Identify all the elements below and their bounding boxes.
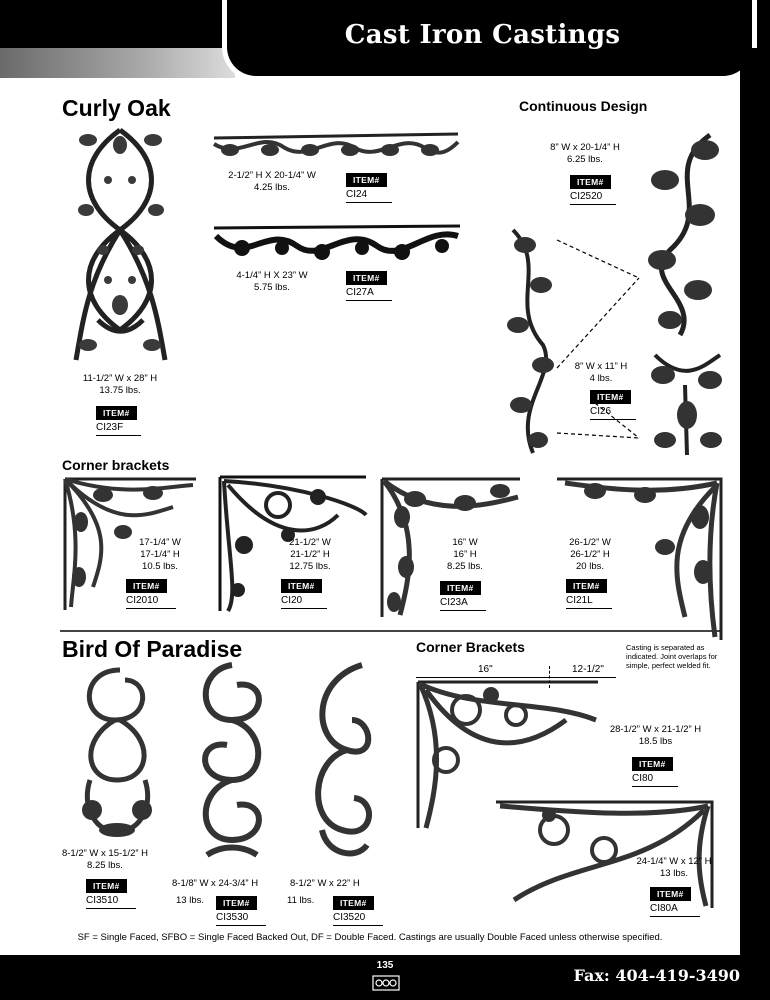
- spec-width: 17-1/4” W: [139, 537, 181, 548]
- item-badge: ITEM#: [632, 757, 673, 771]
- item-badge: ITEM#: [216, 896, 257, 910]
- ci24-strip-image: [210, 130, 462, 165]
- item-code: CI20: [281, 594, 327, 609]
- spec-ci3520-weight: 11 lbs.: [287, 895, 315, 906]
- spec-ci80a: [628, 856, 720, 880]
- continuous-long-vine-image: [503, 225, 558, 457]
- item-badge: ITEM#: [346, 173, 387, 187]
- ci27a-strip-image: [212, 222, 462, 267]
- item-badge: ITEM#: [566, 579, 607, 593]
- item-ci3510: [86, 876, 136, 909]
- item-badge: ITEM#: [281, 579, 322, 593]
- item-code: CI23F: [96, 421, 141, 436]
- item-code: CI2010: [126, 594, 176, 609]
- spec-ci3530-weight: 13 lbs.: [176, 895, 204, 906]
- footnote: SF = Single Faced, SFBO = Single Faced Backed Out, DF = Double Faced. Castings are usually Double Faced unless otherwise specified.: [77, 932, 663, 943]
- spec-height: 16” H: [453, 549, 477, 560]
- ci3530-panel-image: [192, 660, 272, 870]
- casting-note: Casting is separated as indicated. Joint overlaps for simple, perfect welded fit.: [626, 643, 718, 670]
- ci26-vine-image: [645, 345, 730, 465]
- item-ci80: [632, 754, 678, 787]
- spec-dims: 2-1/2” H X 20-1/4” W: [228, 170, 316, 181]
- spec-weight: 20 lbs.: [576, 561, 604, 572]
- item-code: CI3520: [333, 911, 383, 926]
- spec-ci24: [212, 170, 332, 194]
- spec-ci3510: [50, 848, 160, 872]
- ci3510-panel-image: [70, 660, 165, 840]
- item-ci23f: [96, 403, 141, 436]
- spec-weight: 10.5 lbs.: [142, 561, 178, 572]
- right-edge-strip: [740, 48, 770, 955]
- item-badge: ITEM#: [570, 175, 611, 189]
- spec-weight: 12.75 lbs.: [289, 561, 331, 572]
- item-badge: ITEM#: [346, 271, 387, 285]
- item-ci3520: [333, 893, 383, 926]
- spec-ci20: [270, 537, 350, 573]
- spec-dims: 8-1/2” W x 15-1/2” H: [61, 848, 149, 859]
- item-ci21l: [566, 576, 612, 609]
- item-ci26: [590, 387, 636, 420]
- spec-height: 17-1/4” H: [140, 549, 180, 560]
- spec-weight: 5.75 lbs.: [254, 282, 290, 293]
- section-title-curly-oak: Curly Oak: [62, 95, 171, 121]
- item-code: CI24: [346, 188, 392, 203]
- item-ci23a: [440, 578, 486, 611]
- bracket-dimension-line: [416, 677, 616, 678]
- spec-ci26: [566, 361, 636, 385]
- continuous-vine-image: [640, 130, 725, 340]
- spec-ci3530: [172, 878, 282, 890]
- spec-dims: 8” W x 11” H: [574, 361, 628, 372]
- spec-weight: 18.5 lbs: [638, 736, 673, 747]
- item-badge: ITEM#: [126, 579, 167, 593]
- spec-ci27a: [212, 270, 332, 294]
- spec-width: 21-1/2” W: [289, 537, 331, 548]
- spec-weight: 8.25 lbs.: [87, 860, 123, 871]
- spec-width: 16” W: [452, 537, 478, 548]
- spec-ci23f: [55, 373, 185, 397]
- footer-ornament-icon: [372, 975, 400, 991]
- curly-oak-panel-image: [68, 120, 173, 365]
- spec-weight: 6.25 lbs.: [567, 154, 603, 165]
- item-code: CI3530: [216, 911, 266, 926]
- item-code: CI80A: [650, 902, 700, 917]
- ci3520-panel-image: [302, 660, 380, 870]
- spec-dims: 8-1/2” W x 22” H: [290, 878, 360, 889]
- spec-weight: 13.75 lbs.: [99, 385, 141, 396]
- item-badge: ITEM#: [650, 887, 691, 901]
- page-title: Cast Iron Castings: [344, 20, 621, 50]
- spec-weight: 4.25 lbs.: [254, 182, 290, 193]
- item-code: CI26: [590, 405, 636, 420]
- item-ci2010: [126, 576, 176, 609]
- spec-weight: 8.25 lbs.: [447, 561, 483, 572]
- header-gradient-strip: [0, 48, 235, 78]
- item-code: CI2520: [570, 190, 616, 205]
- section-title-corner-brackets: Corner brackets: [62, 457, 170, 473]
- spec-height: 26-1/2” H: [570, 549, 610, 560]
- item-badge: ITEM#: [590, 390, 631, 404]
- footer-fax: Fax: 404-419-3490: [573, 966, 740, 985]
- item-badge: ITEM#: [86, 879, 127, 893]
- spec-ci2010: [120, 537, 200, 573]
- spec-height: 21-1/2” H: [290, 549, 330, 560]
- section-title-continuous-design: Continuous Design: [519, 98, 648, 114]
- item-code: CI23A: [440, 596, 486, 611]
- item-ci27a: [346, 268, 392, 301]
- spec-dims: 8-1/8” W x 24-3/4” H: [172, 878, 259, 889]
- item-ci20: [281, 576, 327, 609]
- item-ci80a: [650, 884, 700, 917]
- spec-dims: 11-1/2” W x 28” H: [82, 373, 158, 384]
- section-title-corner-brackets-2: Corner Brackets: [416, 639, 525, 655]
- item-badge: ITEM#: [96, 406, 137, 420]
- item-badge: ITEM#: [440, 581, 481, 595]
- spec-ci2520: [530, 142, 640, 166]
- item-code: CI27A: [346, 286, 392, 301]
- spec-weight: 4 lbs.: [589, 373, 613, 384]
- item-ci2520: [570, 172, 616, 205]
- bracket-split-marker: [549, 666, 550, 688]
- spec-ci23a: [425, 537, 505, 573]
- item-badge: ITEM#: [333, 896, 374, 910]
- item-ci3530: [216, 893, 266, 926]
- spec-dims: 8” W x 20-1/4” H: [550, 142, 620, 153]
- page-number: 135: [376, 960, 394, 971]
- spec-ci80: [598, 724, 713, 748]
- spec-ci3520: [290, 878, 380, 890]
- item-code: CI21L: [566, 594, 612, 609]
- item-code: CI3510: [86, 894, 136, 909]
- bracket-dim-left: 16": [478, 664, 493, 675]
- spec-ci21l: [555, 537, 625, 573]
- spec-width: 26-1/2” W: [569, 537, 611, 548]
- spec-weight: 13 lbs.: [660, 868, 688, 879]
- section-title-bird-of-paradise: Bird Of Paradise: [62, 636, 243, 662]
- bracket-dim-right: 12-1/2": [572, 664, 604, 675]
- item-ci24: [346, 170, 392, 203]
- spec-dims: 28-1/2” W x 21-1/2” H: [609, 724, 702, 735]
- spec-dims: 4-1/4” H X 23” W: [236, 270, 308, 281]
- spec-dims: 24-1/4” W x 12” H: [636, 856, 712, 867]
- item-code: CI80: [632, 772, 678, 787]
